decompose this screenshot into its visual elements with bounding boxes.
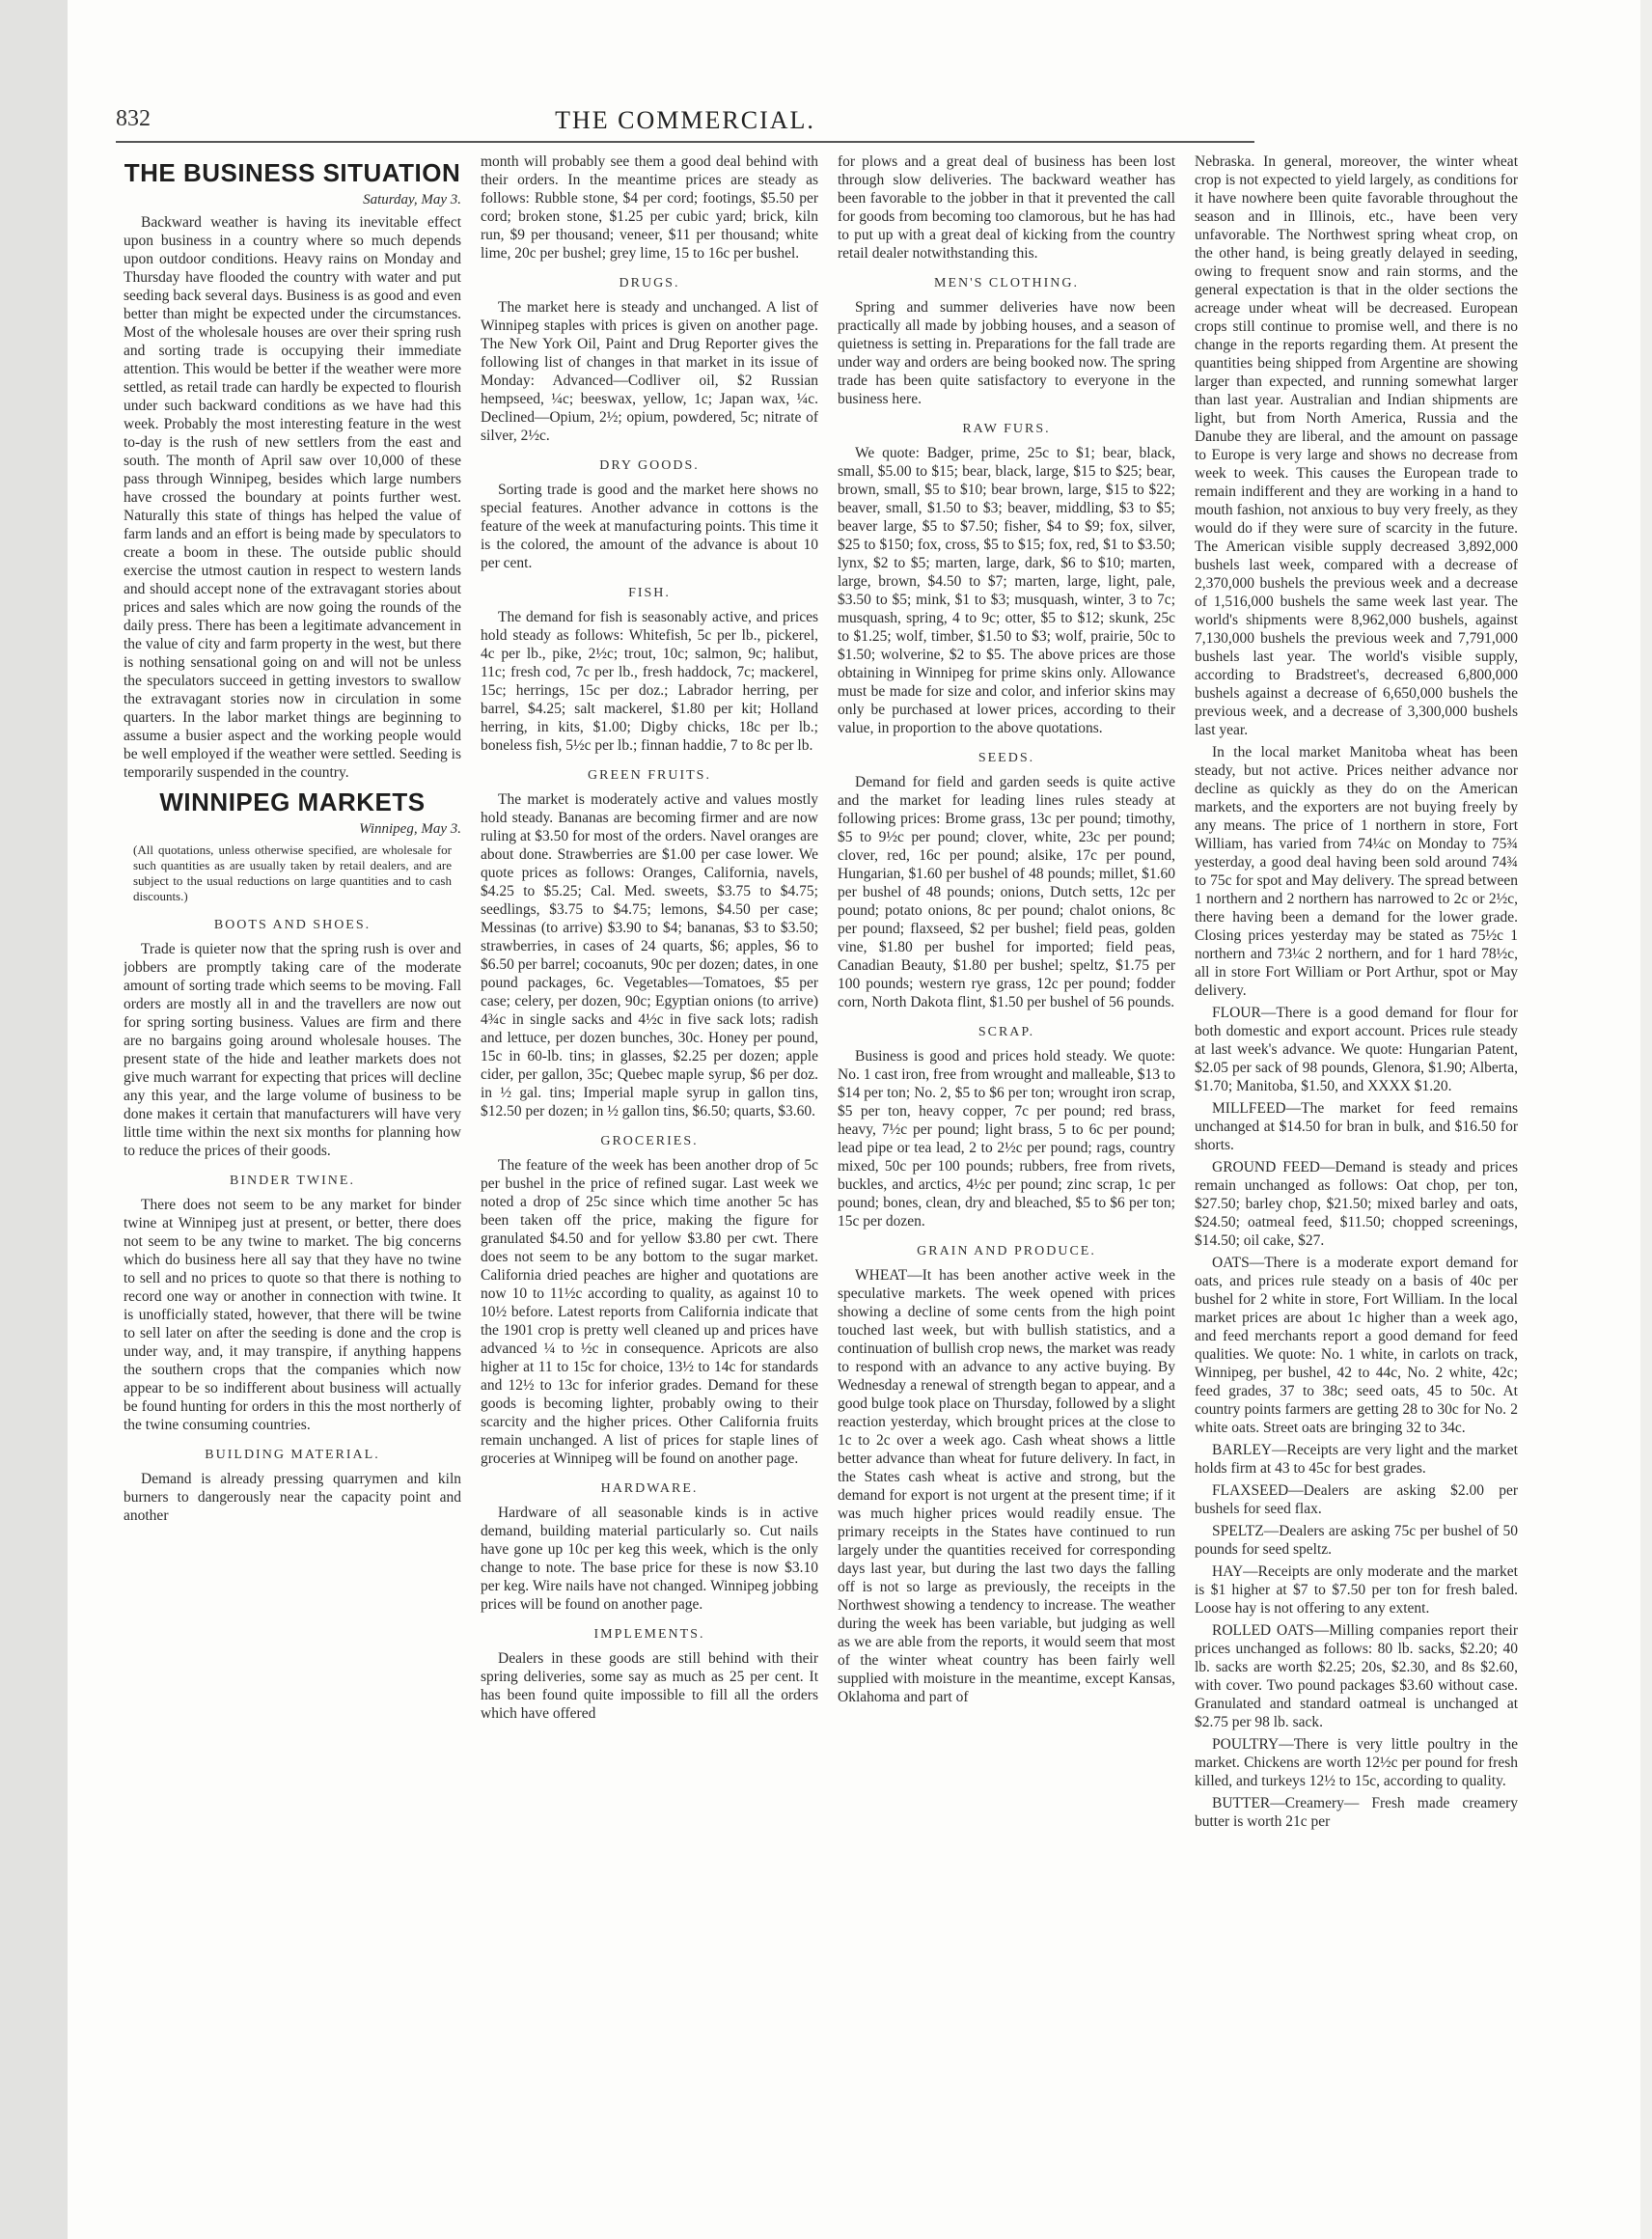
- business-situation-title: THE BUSINESS SITUATION: [124, 158, 461, 187]
- section-heading: MEN'S CLOTHING.: [934, 276, 1079, 290]
- article-paragraph: Demand for field and garden seeds is quite active and the market for leading lines rules steady at following prices: Brome grass, 13c per pound; timothy, $5 to 9½c per pound; clover, white, 23c per pound; clover, red, 16c per pound; alsike, 17c per pound, Hungarian, $1.60 per bushel of 48 pounds; millet, $1.60 per bushel of 48 pounds; onions, Dutch setts, 12c per pound; potato onions, 8c per pound; chalot onions, 8c per pound; flaxseed, $2 per bushel; field peas, golden vine, $1.80 per bushel for imported; field peas, Canadian Beauty, $1.80 per bushel; speltz, $1.75 per 100 pounds; western rye grass, 12c per pound; fodder corn, North Dakota flint, $1.50 per bushel of 56 pounds.: [838, 774, 1175, 1010]
- section-heading: DRY GOODS.: [599, 458, 700, 473]
- article-paragraph: The market here is steady and unchanged. A list of Winnipeg staples with prices is given on another page. The New York Oil, Paint and Drug Reporter gives the following list of changes in that market in its issue of Monday: Advanced—Codliver oil, $2 Russian hempseed, ¼c; beeswax, yellow, 1c; Japan wax, ¼c. Declined—Opium, 2½; opium, powdered, 5c; nitrate of silver, 2½c.: [481, 299, 818, 444]
- section-heading: GREEN FRUITS.: [588, 768, 711, 783]
- article-paragraph: HAY—Receipts are only moderate and the market is $1 higher at $7 to $7.50 per ton for fresh baled. Loose hay is not offering to any extent.: [1195, 1563, 1518, 1617]
- article-paragraph: We quote: Badger, prime, 25c to $1; bear, black, small, $5.00 to $15; bear, black, large, $15 to $25; bear, brown, small, $5 to $10; bear brown, large, $15 to $22; beaver, small, $1.50 to $3; beaver, middling, $3 to $5; beaver large, $5 to $7.50; fisher, $4 to $9; fox, silver, $25 to $150; fox, cross, $5 to $15; fox, red, $1 to $3.50; lynx, $2 to $5; marten, large, dark, $6 to $10; marten, large, brown, $4.50 to $7; marten, large, light, pale, $3.50 to $5; mink, $1 to $3; musquash, winter, 3 to 7c; musquash, spring, 4 to 9c; otter, $5 to $12; skunk, 25c to $1.25; wolf, timber, $1.50 to $3; wolf, prairie, 50c to $1.50; wolverine, $2 to $5. The above prices are those obtaining in Winnipeg for prime skins only. Allowance must be made for size and color, and inferior skins may only be purchased at lower prices, according to their value, in proportion to the above quotations.: [838, 445, 1175, 736]
- section-heading: IMPLEMENTS.: [593, 1627, 705, 1642]
- page-number: 832: [116, 106, 151, 131]
- column-1: [124, 152, 461, 2227]
- article-paragraph: The market is moderately active and values mostly hold steady. Bananas are becoming firmer and are now ruling at $3.50 for most of the orders. Navel oranges are about done. Strawberries are $1.00 per case lower. We quote prices as follows: Oranges, California, navels, $4.25 to $5.25; Cal. Med. sweets, $3.75 to $4.75; seedlings, $3.75 to $4.75; lemons, $4.50 per case; Messinas (to arrive) $3.90 to $4; bananas, $3 to $3.50; strawberries, in cases of 24 quarts, $6; apples, $6 to $6.50 per barrel; cocoanuts, 90c per dozen; dates, in one pound packages, 6c. Vegetables—Tomatoes, $5 per case; celery, per dozen, 90c; Egyptian onions (to arrive) 4¾c in single sacks and 4½c in five sack lots; radish and lettuce, per dozen bunches, 30c. Honey per pound, 15c in 60-lb. tins; in glasses, $2.25 per dozen; apple cider, per gallon, 35c; Quebec maple syrup, $6 per doz. in ½ gal. tins; Imperial maple syrup in gallon tins, $12.50 per dozen; in ½ gallon tins, $6.50; quarts, $3.60.: [481, 791, 818, 1120]
- article-paragraph: Backward weather is having its inevitable effect upon business in a country where so much depends upon outdoor conditions. Heavy rains on Monday and Thursday have flooded the country with water and put seeding back several days. Business is as good and even better than might be expected under the circumstances. Most of the wholesale houses are over their spring rush and sorting trade is occupying their immediate attention. This would be better if the weather were more settled, as retail trade can hardly be expected to flourish under such backward conditions as we have had this week. Probably the most interesting feature in the west to-day is the rush of new settlers from the east and south. The month of April saw over 10,000 of these pass through Winnipeg, besides which large numbers have crossed the boundary at points further west. Naturally this state of things has helped the value of farm lands and an effort is being made by speculators to create a boom in these. The outside public should exercise the utmost caution in respect to western lands and should accept none of the extravagant stories about prices and sales which are now going the rounds of the daily press. There has been a legitimate advancement in the value of city and farm property in the west, but there is nothing sensational going on and will not be unless the speculators succeed in getting investors to swallow the extravagant stories now in circulation in some quarters. In the labor market things are beginning to assume a busier aspect and the working people would be well employed if the weather were settled. Seeding is temporarily suspended in the country.: [124, 214, 461, 781]
- article-paragraph: WHEAT—It has been another active week in the speculative markets. The week opened with prices showing a decline of some cents from the high point touched last week, but with bullish statistics, and a continuation of bullish crop news, the market was ready to respond with an advance to any active buying. By Wednesday a renewal of strength began to appear, and a good bulge took place on Thursday, followed by a slight reaction yesterday, which brought prices at the close to 1c to 2c over a week ago. Cash wheat shows a little better advance than wheat for future delivery. In fact, in the States cash wheat is active and strong, but the demand for export is not urgent at the present time; if it was much higher prices would readily ensue. The primary receipts in the States have continued to run largely under the quantities received for corresponding days last year, but during the last two days the falling off is not so large as previously, the receipts in the Northwest showing a tendency to increase. The weather during the week has been variable, but judging as well as we are able from the reports, it would seem that most of the winter wheat country has been fairly well supplied with moisture in the meantime, except Kansas, Oklahoma and part of: [838, 1267, 1175, 1705]
- article-paragraph: MILLFEED—The market for feed remains unchanged at $14.50 for bran in bulk, and $16.50 for shorts.: [1195, 1100, 1518, 1153]
- column-2: [481, 152, 818, 2227]
- column-4: [1195, 152, 1518, 2227]
- quotations-note: (All quotations, unless otherwise specified, are wholesale for such quantities as are usually taken by retail dealers, and are subject to the usual reductions on large quantities and to cash discounts.): [133, 843, 452, 903]
- scan-gutter: [0, 0, 68, 2239]
- article-paragraph: SPELTZ—Dealers are asking 75c per bushel of 50 pounds for seed speltz.: [1195, 1523, 1518, 1558]
- section-heading: SEEDS.: [977, 751, 1035, 765]
- masthead: THE COMMERCIAL.: [555, 106, 815, 134]
- page-header: [116, 106, 1254, 145]
- article-paragraph: Nebraska. In general, moreover, the winter wheat crop is not expected to yield largely, as conditions for it have nowhere been quite favorable throughout the season and in Illinois, etc., have been very unfavorable. The Northwest spring wheat crop, on the other hand, is being greatly delayed in seeding, owing to frequent snow and rain storms, and the general expectation is that in the older sections the acreage under wheat will be decreased. European crops still continue to promise well, and there is no change in the reports regarding them. At present the quantities being shipped from Argentine are showing larger than expected, and running somewhat larger than last year. Australian and Indian shipments are light, but from North America, Russia and the Danube they are liberal, and the amount on passage to Europe is very large and shows no decrease from week to week. This causes the European trade to remain indifferent and they are working in a hand to mouth fashion, not anxious to buy very freely, as they would do if they were sure of scarcity in the future. The American visible supply decreased 3,892,000 bushels last week, compared with a decrease of 2,370,000 bushels the previous week and a decrease of 1,516,000 bushels the same week last year. The world's shipments were 8,962,000 bushels, against 7,130,000 bushels the previous week and 7,791,000 bushels last year. The world's visible supply, according to Bradstreet's, decreased 6,800,000 bushels against a decrease of 6,650,000 bushels the previous week, and a decrease of 3,300,000 bushels last year.: [1195, 153, 1518, 738]
- article-paragraph: Hardware of all seasonable kinds is in active demand, building material particularly so. Cut nails have gone up 10c per keg this week, which is the only change to note. The base price for these is now $3.10 per keg. Wire nails have not changed. Winnipeg jobbing prices will be found on another page.: [481, 1505, 818, 1613]
- article-paragraph: POULTRY—There is very little poultry in the market. Chickens are worth 12½c per pound for fresh killed, and turkeys 12½ to 15c, according to quality.: [1195, 1736, 1518, 1789]
- section-heading: GROCERIES.: [600, 1134, 699, 1148]
- article-paragraph: FLOUR—There is a good demand for flour for both domestic and export account. Prices rule steady at last week's advance. We quote: Hungarian Patent, $2.05 per sack of 98 pounds, Glenora, $1.90; Alberta, $1.70; Manitoba, $1.50, and XXXX $1.20.: [1195, 1005, 1518, 1094]
- article-paragraph: In the local market Manitoba wheat has been steady, but not active. Prices neither advance nor decline as quickly as they do on the American markets, and the exporters are not buying freely by any means. The price of 1 northern in store, Fort William, has varied from 74¼c on Monday to 75¾ yesterday, a good deal having been sold around 74¾ to 75c for spot and May delivery. The spread between 1 northern and 2 northern has narrowed to 2c or 2½c, there having been a demand for the lower grade. Closing prices yesterday may be stated as 75½c 1 northern and 73¼c 2 northern, and for 1 hard 78½c, all in store Fort William or Port Arthur, spot or May delivery.: [1195, 744, 1518, 999]
- winnipeg-markets-title: WINNIPEG MARKETS: [159, 788, 426, 816]
- article-paragraph: BARLEY—Receipts are very light and the market holds firm at 43 to 45c for best grades.: [1195, 1442, 1518, 1477]
- article-paragraph: Sorting trade is good and the market here shows no special features. Another advance in cottons is the feature of the week at manufacturing points. This time it is the colored, the amount of the advance is about 10 per cent.: [481, 482, 818, 571]
- section-heading: DRUGS.: [619, 276, 680, 290]
- article-paragraph: FLAXSEED—Dealers are asking $2.00 per bushels for seed flax.: [1195, 1482, 1518, 1517]
- section-heading: BUILDING MATERIAL.: [205, 1448, 380, 1462]
- column-3: [838, 152, 1175, 2227]
- article-paragraph: GROUND FEED—Demand is steady and prices remain unchanged as follows: Oat chop, per ton, $27.50; barley chop, $21.50; mixed barley and oats, $24.50; oatmeal feed, $11.50; chopped screenings, $14.50; oil cake, $27.: [1195, 1159, 1518, 1249]
- adjacent-page-strip: [1640, 0, 1652, 2239]
- header-rule: [116, 141, 1254, 143]
- article-paragraph: Trade is quieter now that the spring rush is over and jobbers are promptly taking care of the moderate amount of sorting trade which seems to be moving. Fall orders are mostly all in and the travellers are now out for spring sorting business. Values are firm and there are no bargains going around wholesale houses. The present state of the hide and leather markets does not give much warrant for expecting that prices will decline any this year, and the large volume of business to be done makes it certain that manufacturers will have very little time within the next six months for planning how to reduce the prices of their goods.: [124, 941, 461, 1159]
- dateline: Winnipeg, May 3.: [359, 821, 461, 837]
- article-paragraph: ROLLED OATS—Milling companies report their prices unchanged as follows: 80 lb. sacks, $2.20; 40 lb. sacks are worth $2.25; 20s, $2.30, and 8s $2.60, with cover. Two pound packages $3.60 without case. Granulated and standard oatmeal is unchanged at $2.75 per 98 lb. sack.: [1195, 1622, 1518, 1730]
- section-heading: SCRAP.: [977, 1025, 1035, 1039]
- section-heading: BINDER TWINE.: [230, 1174, 355, 1188]
- dateline: Saturday, May 3.: [363, 192, 461, 207]
- article-paragraph: month will probably see them a good deal behind with their orders. In the meantime prices are steady as follows: Rubble stone, $4 per cord; footings, $5.50 per cord; broken stone, $1.25 per cubic yard; brick, kiln run, $9 per thousand; veneer, $11 per thousand; white lime, 20c per bushel; grey lime, 15 to 16c per bushel.: [481, 153, 818, 262]
- article-paragraph: Business is good and prices hold steady. We quote: No. 1 cast iron, free from wrought and malleable, $13 to $14 per ton; No. 2, $5 to $6 per ton; wrought iron scrap, $5 per ton, heavy copper, 7c per pound; red brass, heavy, 7½c per pound; light brass, 5 to 6c per pound; lead pipe or tea lead, 2 to 2½c per pound; rags, country mixed, 50c per 100 pounds; rubbers, free from rivets, buckles, and arctics, 4½c per pound; zinc scrap, 1c per pound; bones, clean, dry and bleached, $5 to $6 per ton; 15c per dozen.: [838, 1048, 1175, 1230]
- article-paragraph: OATS—There is a moderate export demand for oats, and prices rule steady on a basis of 40c per bushel for 2 white in store, Fort William. In the local market prices are about 1c higher than a week ago, and feed merchants report a good demand for feed qualities. We quote: No. 1 white, in carlots on track, Winnipeg, per bushel, 42 to 44c, No. 2 white, 42c; feed grades, 37 to 38c; seed oats, 45 to 50c. At country points farmers are getting 28 to 30c for No. 2 white oats. Street oats are bringing 32 to 34c.: [1195, 1255, 1518, 1436]
- section-heading: HARDWARE.: [600, 1481, 699, 1496]
- section-heading: BOOTS AND SHOES.: [213, 918, 372, 932]
- article-paragraph: BUTTER—Creamery— Fresh made creamery butter is worth 21c per: [1195, 1795, 1518, 1830]
- section-heading: RAW FURS.: [962, 422, 1051, 436]
- article-paragraph: There does not seem to be any market for binder twine at Winnipeg just at present, or better, there does not seem to be any twine to market. The big concerns which do business here all say that they have no twine to sell and no prices to quote so that there is nothing to record one way or another in connection with twine. It is unofficially stated, however, that there will be twine to sell later on after the seeding is done and the crop is under way, and, it may transpire, if anything happens the southern crops that the companies which now appear to be so indifferent about business will actually be found hunting for orders in this the most northerly of the twine consuming countries.: [124, 1197, 461, 1433]
- section-heading: FISH.: [628, 586, 671, 600]
- section-heading: GRAIN AND PRODUCE.: [917, 1244, 1096, 1258]
- article-paragraph: Spring and summer deliveries have now been practically all made by jobbing houses, and a season of quietness is setting in. Preparations for the fall trade are under way and orders are being booked now. The spring trade has been quite satisfactory to everyone in the business here.: [838, 299, 1175, 407]
- article-paragraph: The feature of the week has been another drop of 5c per bushel in the price of refined sugar. Last week we noted a drop of 25c since which time another 5c has been taken off the price, making the figure for granulated $4.50 and for yellow $3.80 per cwt. There does not seem to be any bottom to the sugar market. California dried peaches are higher and quotations are now 10 to 11½c according to quality, as against 10 to 10½ before. Latest reports from California indicate that the 1901 crop is pretty well cleaned up and prices have advanced ¼ to ½c in consequence. Apricots are also higher at 11 to 15c for choice, 13½ to 14c for standards and 12½ to 13c for inferior grades. Demand for these goods is becoming lighter, probably owing to their scarcity and the higher prices. Other California fruits remain unchanged. A list of prices for staple lines of groceries at Winnipeg will be found on another page.: [481, 1157, 818, 1467]
- article-paragraph: Dealers in these goods are still behind with their spring deliveries, some say as much as 25 per cent. It has been found quite impossible to fill all the orders which have offered: [481, 1650, 818, 1722]
- article-paragraph: Demand is already pressing quarrymen and kiln burners to dangerously near the capacity point and another: [124, 1471, 461, 1524]
- article-paragraph: The demand for fish is seasonably active, and prices hold steady as follows: Whitefish, 5c per lb., pickerel, 4c per lb., pike, 2½c; trout, 10c; salmon, 9c; halibut, 11c; fresh cod, 7c per lb., fresh haddock, 7c; mackerel, 15c; herrings, 15c per doz.; Labrador herring, per barrel, $4.25; salt mackerel, $1.80 per kit; Holland herring, in kits, $1.00; Digby chicks, 18c per lb.; boneless fish, 5½c per lb.; finnan haddie, 7 to 8c per lb.: [481, 609, 818, 754]
- article-paragraph: for plows and a great deal of business has been lost through slow deliveries. The backward weather has been favorable to the jobber in that it prevented the call for goods from becoming too clamorous, but he has had to put up with a great deal of kicking from the country retail dealer notwithstanding this.: [838, 153, 1175, 262]
